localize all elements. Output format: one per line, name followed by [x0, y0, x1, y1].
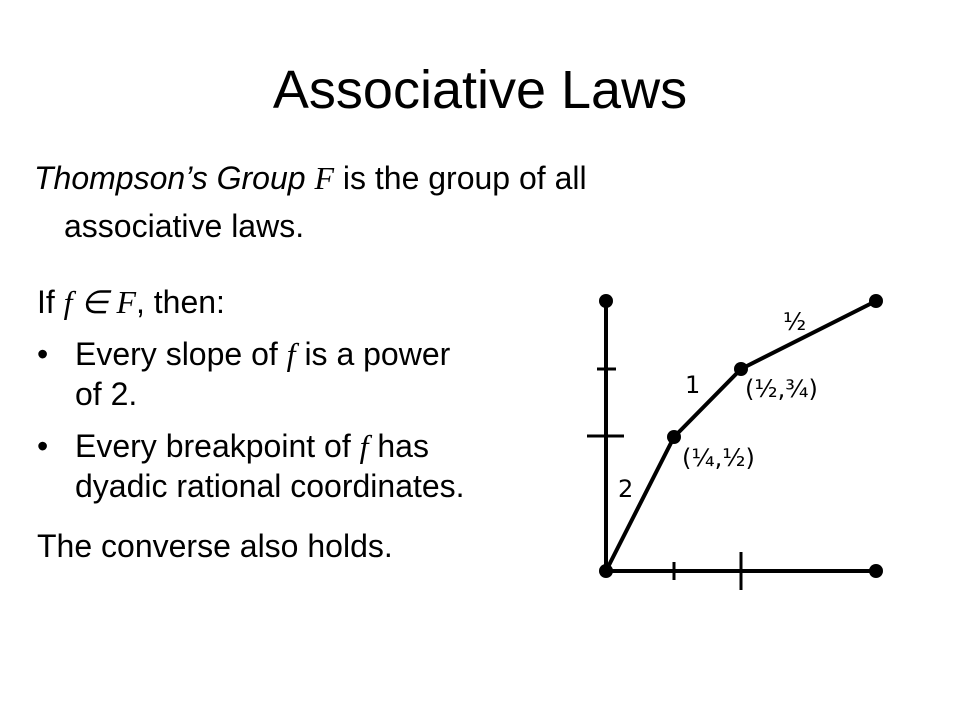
bullet-marker: •: [37, 428, 49, 464]
slope-label-2: 2: [618, 475, 634, 503]
breakpoint-1: [667, 430, 681, 444]
graph-of-f: [606, 301, 876, 571]
breakpoint-label-2: (½,¾): [745, 375, 818, 403]
bullet-slope: • Every slope of f is a power of 2.: [37, 334, 577, 414]
membership-expr: f ∈ F: [63, 284, 136, 320]
corner-point-top-left: [599, 294, 613, 308]
endpoint-origin: [599, 564, 613, 578]
bullet-breakpoint-cont: dyadic rational coordinates.: [75, 468, 465, 504]
group-symbol: F: [314, 160, 334, 196]
breakpoint-2: [734, 362, 748, 376]
slide-title: Associative Laws: [272, 60, 688, 120]
intro-rest: is the group of all: [333, 160, 587, 196]
breakpoint-label-1: (¼,½): [682, 444, 755, 472]
endpoint-top-right: [869, 294, 883, 308]
bullet-breakpoint: • Every breakpoint of f has dyadic rational coordinates.: [37, 426, 577, 506]
bullet-marker: •: [37, 336, 49, 372]
slope-label-1: 1: [685, 371, 701, 399]
if-line: If f ∈ F, then:: [37, 284, 225, 320]
intro-emphasis: Thompson’s Group F: [34, 160, 334, 196]
converse-line: The converse also holds.: [37, 528, 393, 564]
slope-label-half: ½: [783, 308, 807, 336]
corner-point-bottom-right: [869, 564, 883, 578]
bullet-slope-cont: of 2.: [75, 376, 138, 412]
intro-line2: associative laws.: [64, 208, 305, 244]
